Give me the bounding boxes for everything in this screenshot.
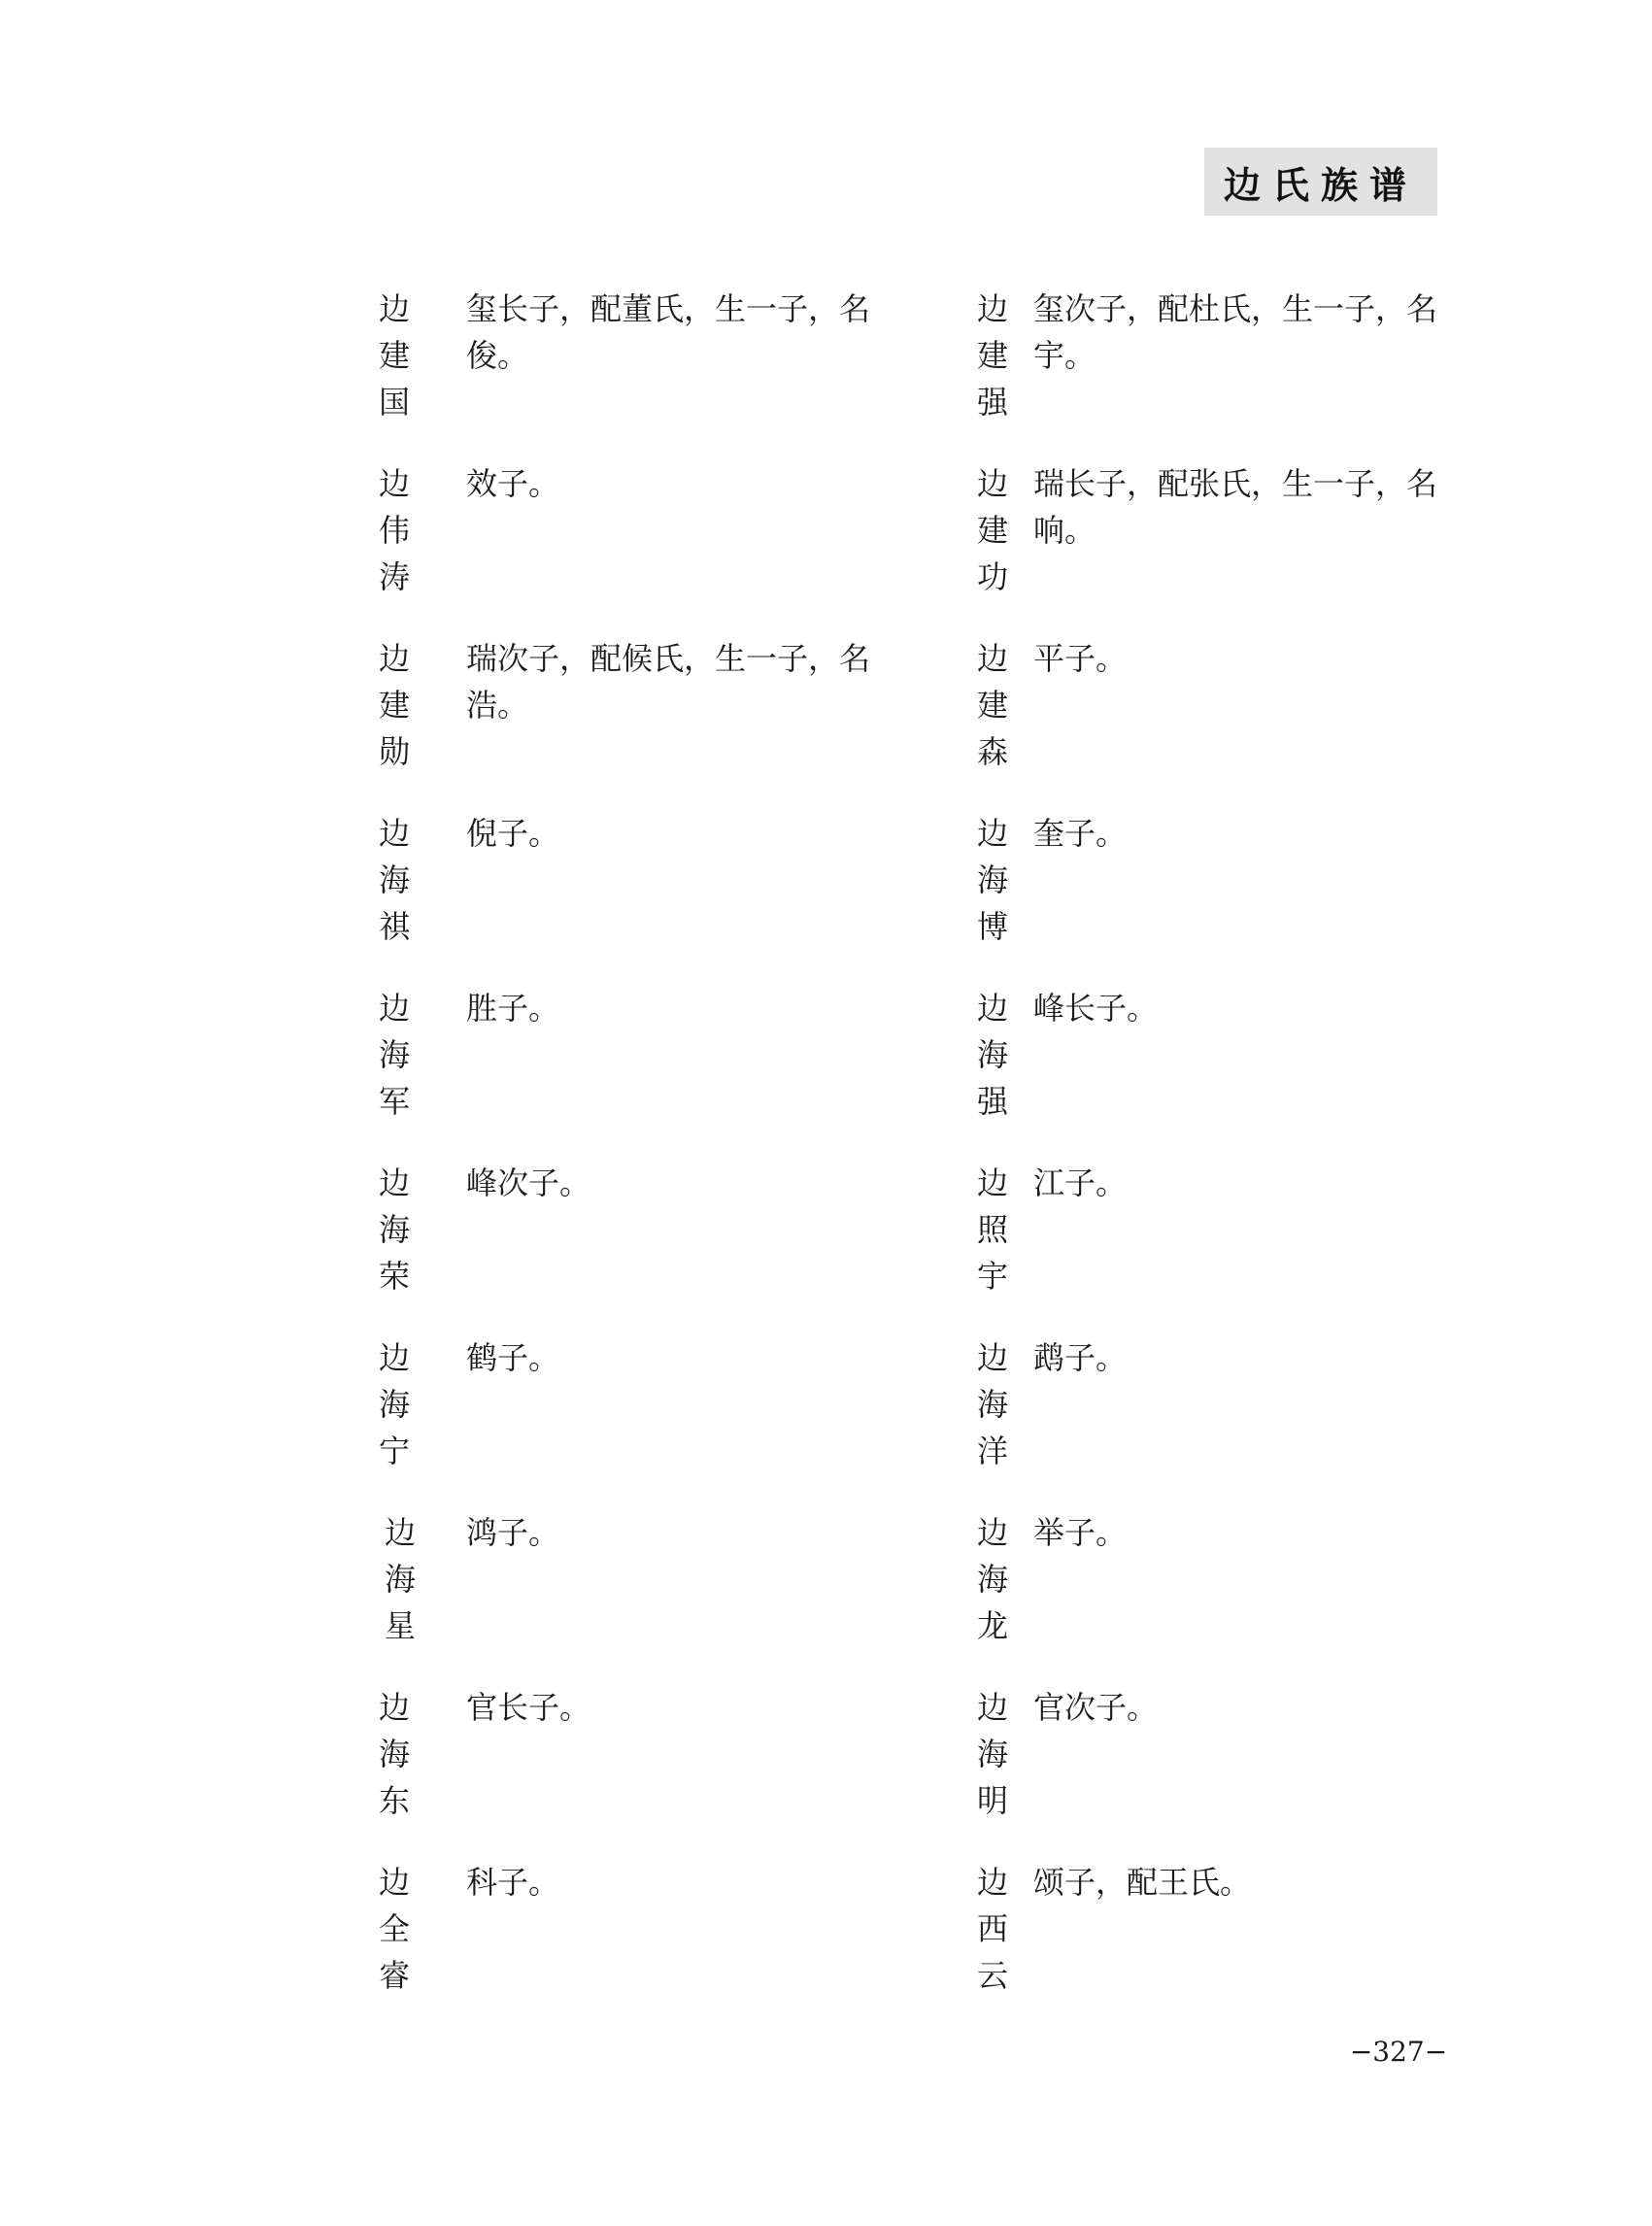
entry-name: 边建强 xyxy=(976,290,1008,421)
entry-name: 边海洋 xyxy=(976,1339,1008,1469)
entry-description: 举子。 xyxy=(1033,1514,1128,1551)
entry-name: 边海龙 xyxy=(976,1514,1008,1644)
entry-name: 边海明 xyxy=(976,1689,1008,1819)
entry-description: 倪子。 xyxy=(466,815,560,852)
entry-description: 效子。 xyxy=(466,465,560,502)
entry-name: 边海强 xyxy=(976,990,1008,1120)
entry-description: 鹉子。 xyxy=(1033,1339,1128,1376)
page-header-title: 边氏族谱 xyxy=(1223,162,1418,207)
entry-name: 边海祺 xyxy=(378,815,410,945)
entry-description: 颂子，配王氏。 xyxy=(1033,1864,1252,1901)
entry-description: 瑞长子，配张氏，生一子，名响。 xyxy=(1033,465,1438,549)
page-number: −327− xyxy=(1349,2036,1448,2068)
entry-description: 科子。 xyxy=(466,1864,560,1901)
entry-name: 边建森 xyxy=(976,640,1008,770)
entry-name: 边建勋 xyxy=(378,640,410,770)
entry-name: 边西云 xyxy=(976,1864,1008,1994)
entry-name: 边建功 xyxy=(976,465,1008,595)
entry-description: 胜子。 xyxy=(466,990,560,1027)
entry-name: 边海荣 xyxy=(378,1164,410,1295)
entry-description: 官次子。 xyxy=(1033,1689,1159,1726)
entry-name: 边海军 xyxy=(378,990,410,1120)
entry-description: 瑞次子，配候氏，生一子，名浩。 xyxy=(466,640,871,724)
entry-description: 玺次子，配杜氏，生一子，名宇。 xyxy=(1033,290,1438,374)
entry-description: 峰次子。 xyxy=(466,1164,591,1201)
entry-description: 平子。 xyxy=(1033,640,1128,677)
entry-name: 边海宁 xyxy=(378,1339,410,1469)
entry-name: 边海博 xyxy=(976,815,1008,945)
entry-name: 边海星 xyxy=(384,1514,416,1644)
entry-name: 边全睿 xyxy=(378,1864,410,1994)
entry-name: 边建国 xyxy=(378,290,410,421)
entry-description: 鸿子。 xyxy=(466,1514,560,1551)
entry-description: 鹤子。 xyxy=(466,1339,560,1376)
entry-name: 边照宇 xyxy=(976,1164,1008,1295)
entry-name: 边伟涛 xyxy=(378,465,410,595)
entry-description: 江子。 xyxy=(1033,1164,1128,1201)
entry-name: 边海东 xyxy=(378,1689,410,1819)
entry-description: 官长子。 xyxy=(466,1689,591,1726)
entry-description: 奎子。 xyxy=(1033,815,1128,852)
entry-description: 玺长子，配董氏，生一子，名俊。 xyxy=(466,290,871,374)
entry-description: 峰长子。 xyxy=(1033,990,1159,1027)
